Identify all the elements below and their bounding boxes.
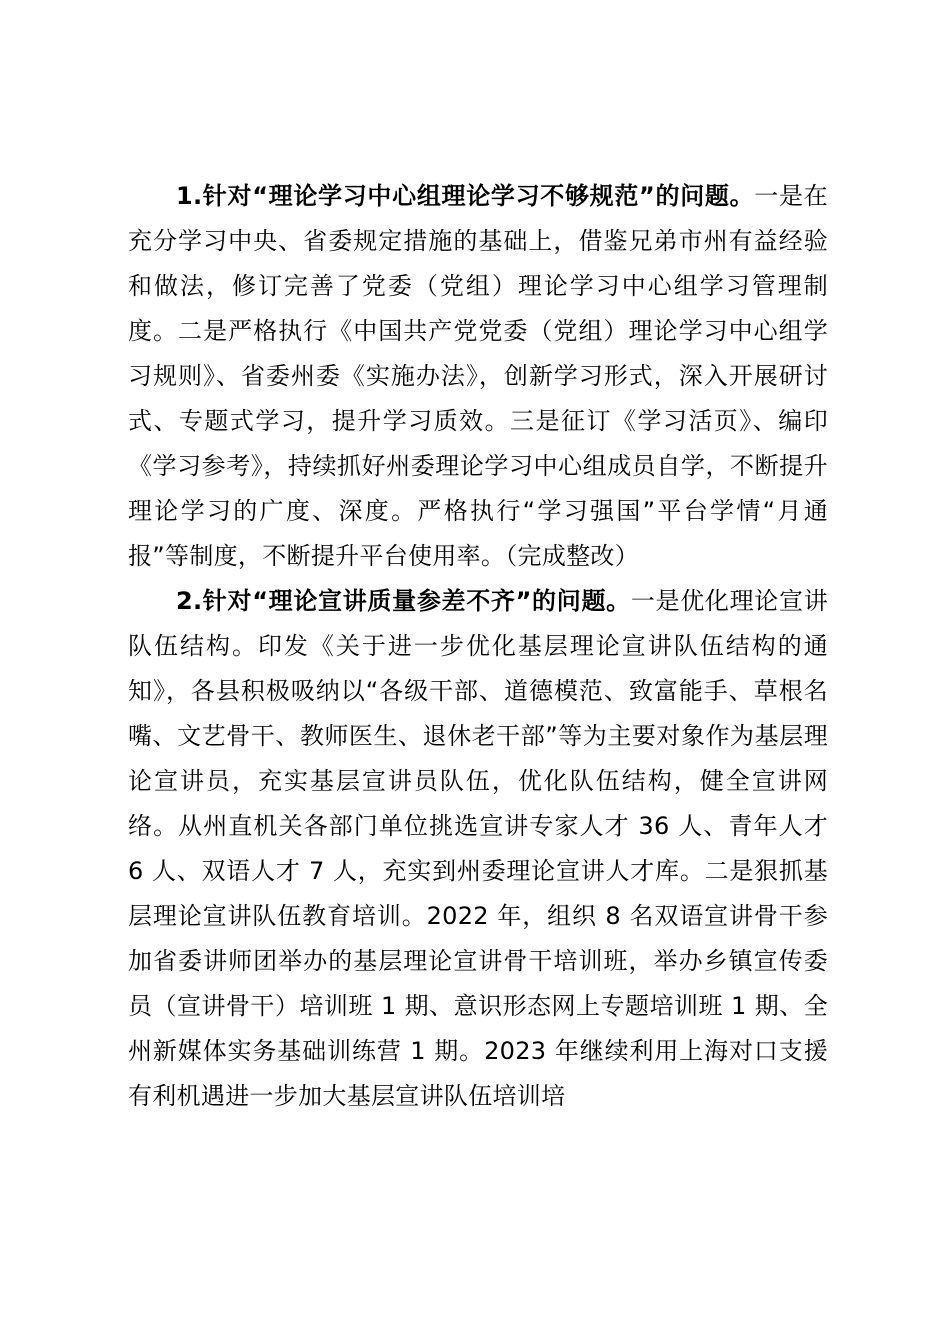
- paragraph-2-body: 一是优化理论宣讲队伍结构。印发《关于进一步优化基层理论宣讲队伍结构的通知》，各县积极吸纳以“各级干部、道德模范、致富能手、草根名嘴、文艺骨干、教师医生、退休老干部”等为主要对象作为基层理论宣讲员，充实基层宣讲员队伍，优化队伍结构，健全宣讲网络。从州直机关各部门单位挑选宣讲专家人才 36 人、青年人才 6 人、双语人才 7 人，充实到州委理论宣讲人才库。二是狠抓基层理论宣讲队伍教育培训。2022 年，组织 8 名双语宣讲骨干参加省委讲师团举办的基层理论宣讲骨干培训班，举办乡镇宣传委员（宣讲骨干）培训班 1 期、意识形态网上专题培训班 1 期、全州新媒体实务基础训练营 1 期。2023 年继续利用上海对口支援有利机遇进一步加大基层宣讲队伍培训培: [128, 587, 828, 1110]
- paragraph-1-body: 一是在充分学习中央、省委规定措施的基础上，借鉴兄弟市州有益经验和做法，修订完善了党委（党组）理论学习中心组学习管理制度。二是严格执行《中国共产党党委（党组）理论学习中心组学习规则》、省委州委《实施办法》，创新学习形式，深入开展研讨式、专题式学习，提升学习质效。三是征订《学习活页》、编印《学习参考》，持续抓好州委理论学习中心组成员自学，不断提升理论学习的广度、深度。严格执行“学习强国”平台学情“月通报”等制度，不断提升平台使用率。（完成整改）: [128, 182, 828, 570]
- paragraph-2-heading: 2.针对“理论宣讲质量参差不齐”的问题。: [176, 587, 631, 615]
- paragraph-2: [128, 579, 828, 1119]
- document-body: [128, 174, 828, 1119]
- paragraph-1-heading: 1.针对“理论学习中心组理论学习不够规范”的问题。: [176, 182, 755, 210]
- paragraph-1: [128, 174, 828, 579]
